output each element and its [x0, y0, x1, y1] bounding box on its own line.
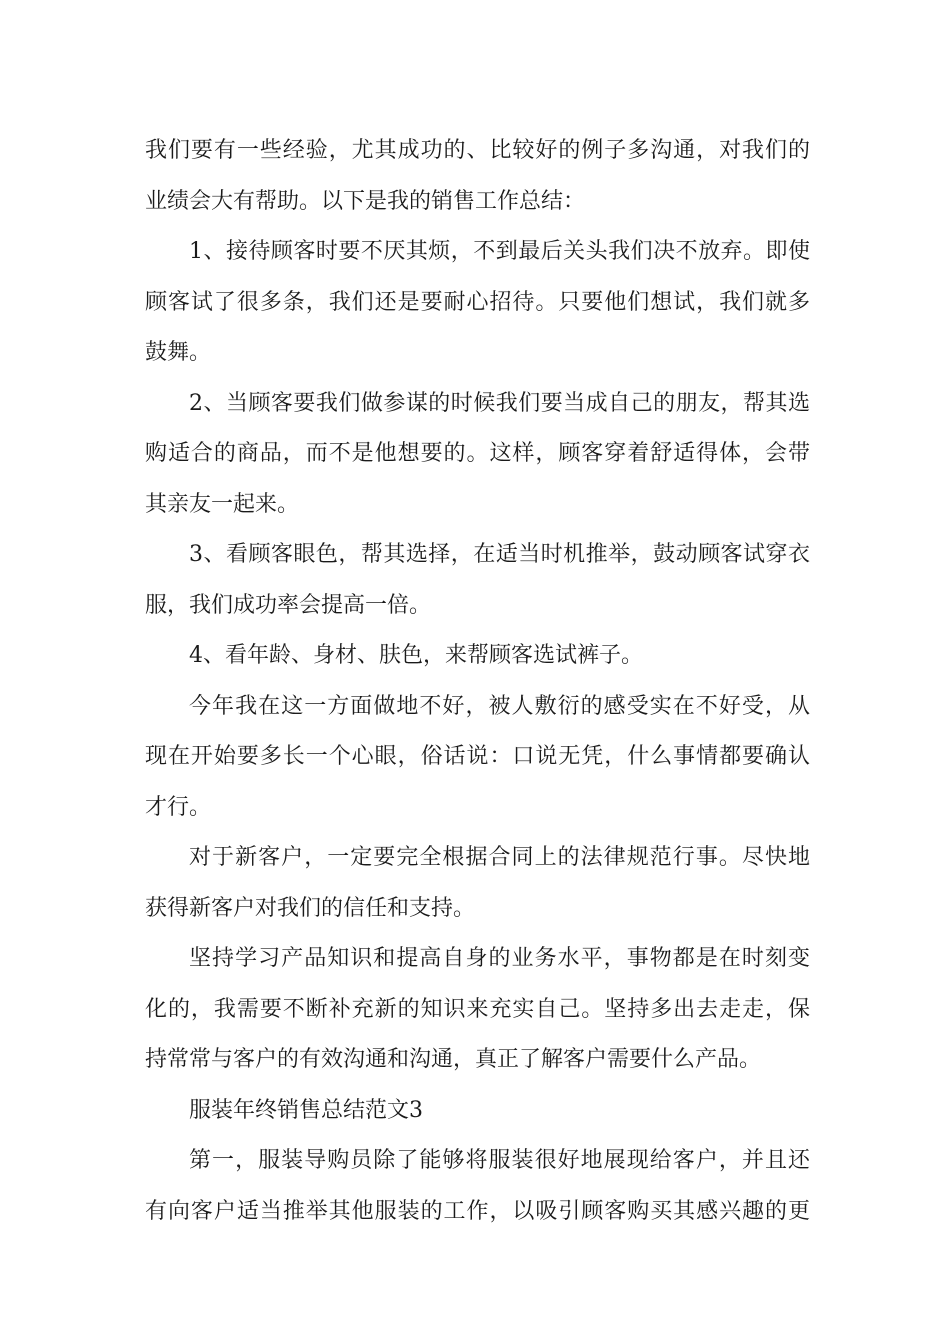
- text-line: 1、接待顾客时要不厌其烦，不到最后关头我们决不放弃。即使: [189, 239, 810, 264]
- text-line: 今年我在这一方面做地不好，被人敷衍的感受实在不好受，从: [189, 693, 810, 719]
- text-line: 4、看年龄、身材、肤色，来帮顾客选试裤子。: [189, 643, 643, 668]
- text-line: 化的，我需要不断补充新的知识来充实自己。坚持多出去走走，保: [145, 996, 810, 1022]
- text-line: 服装年终销售总结范文3: [189, 1097, 423, 1123]
- text-line: 顾客试了很多条，我们还是要耐心招待。只要他们想试，我们就多: [145, 289, 810, 315]
- text-line: 业绩会大有帮助。以下是我的销售工作总结：: [145, 188, 586, 214]
- text-line: 鼓舞。: [145, 340, 212, 365]
- text-line: 持常常与客户的有效沟通和沟通，真正了解客户需要什么产品。: [145, 1047, 762, 1072]
- text-line: 才行。: [145, 794, 212, 820]
- text-line: 我们要有一些经验，尤其成功的、比较好的例子多沟通，对我们的: [145, 138, 810, 163]
- text-line: 现在开始要多长一个心眼，俗话说：口说无凭，什么事情都要确认: [145, 744, 810, 769]
- text-line: 其亲友一起来。: [145, 491, 300, 517]
- text-line: 3、看顾客眼色，帮其选择，在适当时机推举，鼓动顾客试穿衣: [189, 542, 810, 567]
- document-body: [145, 126, 810, 1237]
- text-line: 坚持学习产品知识和提高自身的业务水平，事物都是在时刻变: [189, 946, 810, 971]
- text-line: 服，我们成功率会提高一倍。: [145, 592, 432, 618]
- text-line: 第一，服装导购员除了能够将服装很好地展现给客户，并且还: [189, 1148, 810, 1173]
- text-line: 获得新客户对我们的信任和支持。: [145, 895, 476, 921]
- text-line: 对于新客户，一定要完全根据合同上的法律规范行事。尽快地: [189, 845, 810, 870]
- text-line: 有向客户适当推举其他服装的工作，以吸引顾客购买其感兴趣的更: [145, 1198, 810, 1224]
- text-line: 2、当顾客要我们做参谋的时候我们要当成自己的朋友，帮其选: [189, 390, 810, 416]
- text-line: 购适合的商品，而不是他想要的。这样，顾客穿着舒适得体，会带: [145, 441, 810, 466]
